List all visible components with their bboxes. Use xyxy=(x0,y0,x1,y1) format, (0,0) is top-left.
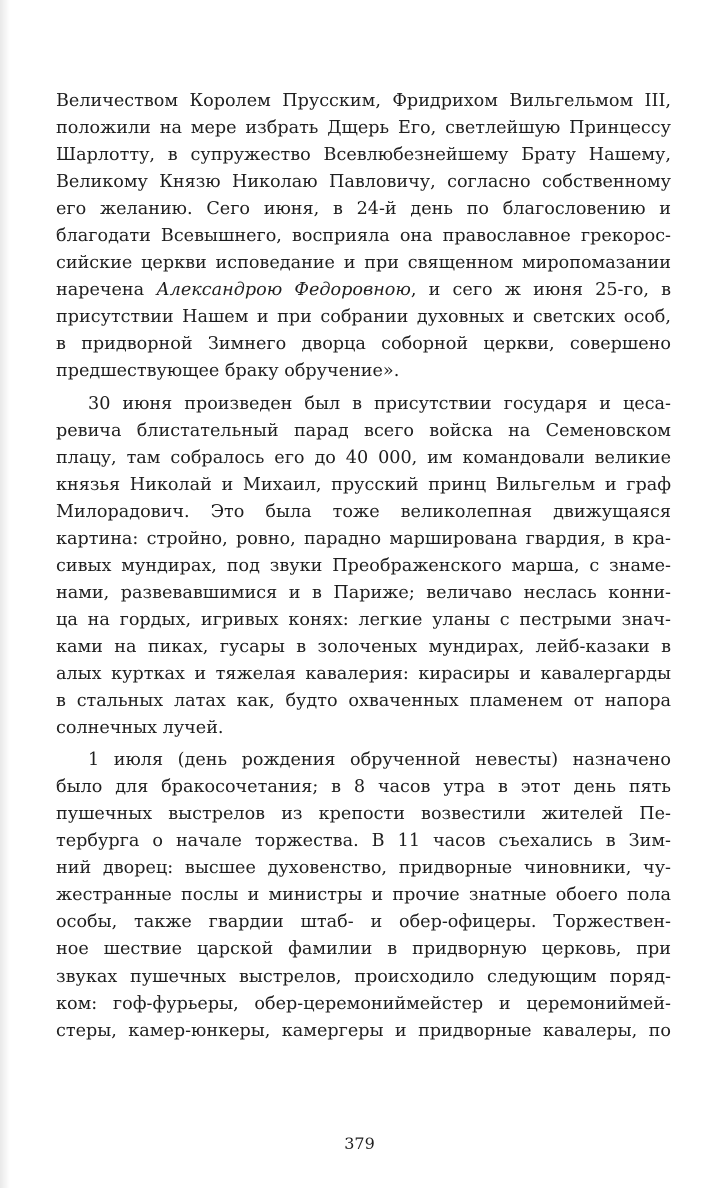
text-line: присутствии Нашем и при собрании духовных и светских особ, xyxy=(56,307,671,328)
text-line: 1 июля (день рождения обрученной невесты) назначено xyxy=(88,750,671,771)
text-line: ний дворец: высшее духовенство, придворные чиновники, чу- xyxy=(56,858,671,879)
text-fragment: наречена xyxy=(56,280,157,301)
body-text xyxy=(56,88,671,1045)
text-line: князья Николай и Михаил, прусский принц Вильгельм и граф xyxy=(56,474,671,495)
page-number: 379 xyxy=(344,1134,375,1153)
scan-edge-shadow xyxy=(0,0,10,1188)
text-line: особы, также гвардии штаб- и обер-офицеры. Торжествен- xyxy=(56,912,671,933)
text-line: положили на мере избрать Дщерь Его, светлейшую Принцессу xyxy=(56,118,671,139)
text-line: благодати Всевышнего, восприяла она православное грекорос- xyxy=(56,226,671,247)
text-line: сийские церкви исповедание и при священном миропомазании xyxy=(56,253,671,274)
text-line: ца на гордых, игривых конях: легкие уланы с пестрыми знач- xyxy=(56,609,671,630)
text-line: тербурга о начале торжества. В 11 часов съехались в Зим- xyxy=(56,831,671,852)
text-line: ками на пиках, гусары в золоченых мундирах, лейб-казаки в xyxy=(56,636,671,657)
text-line: сивых мундирах, под звуки Преображенского марша, с знаме- xyxy=(56,555,671,576)
text-line: 30 июня произведен был в присутствии государя и цеса- xyxy=(88,393,671,414)
text-line: в стальных латах как, будто охваченных пламенем от напора xyxy=(56,691,671,712)
text-line: солнечных лучей. xyxy=(56,718,224,739)
text-line: было для бракосочетания; в 8 часов утра в этот день пять xyxy=(56,777,671,798)
text-line: нами, развевавшимися и в Париже; величаво неслась конни- xyxy=(56,582,671,603)
text-line: пушечных выстрелов из крепости возвестили жителей Пе- xyxy=(56,804,671,825)
text-fragment: , и сего ж июня 25-го, в xyxy=(410,280,671,301)
text-line: Шарлотту, в супружество Всевлюбезнейшему Брату Нашему, xyxy=(56,145,671,166)
text-line: алых куртках и тяжелая кавалерия: кирасиры и кавалергарды xyxy=(56,663,671,684)
text-line: ком: гоф-фурьеры, обер-церемониймейстер и церемониймей- xyxy=(56,993,671,1014)
text-line xyxy=(56,277,671,304)
text-line: Величеством Королем Прусским, Фридрихом Вильгельмом III, xyxy=(56,91,671,111)
text-line: предшествующее браку обручение». xyxy=(56,361,400,382)
text-line: Великому Князю Николаю Павловичу, согласно собственному xyxy=(56,172,671,193)
text-line: жестранные послы и министры и прочие знатные обоего пола xyxy=(56,885,671,906)
text-line: его желанию. Сего июня, в 24-й день по благословению и xyxy=(56,199,671,220)
text-line: Милорадович. Это была тоже великолепная движущаяся xyxy=(56,501,671,522)
text-line: ревича блистательный парад всего войска на Семеновском xyxy=(56,420,671,441)
text-line: ное шествие царской фамилии в придворную церковь, при xyxy=(56,939,671,960)
text-line: плацу, там собралось его до 40 000, им командовали великие xyxy=(56,447,671,468)
text-line: стеры, камер-юнкеры, камергеры и придворные кавалеры, по xyxy=(56,1020,671,1041)
text-line: картина: стройно, ровно, парадно марширована гвардия, в кра- xyxy=(56,528,671,549)
text-line: звуках пушечных выстрелов, происходило следующим поряд- xyxy=(56,966,671,987)
text-line: в придворной Зимнего дворца соборной церкви, совершено xyxy=(56,334,671,355)
italic-name: Александрою Федоровною xyxy=(156,280,411,301)
